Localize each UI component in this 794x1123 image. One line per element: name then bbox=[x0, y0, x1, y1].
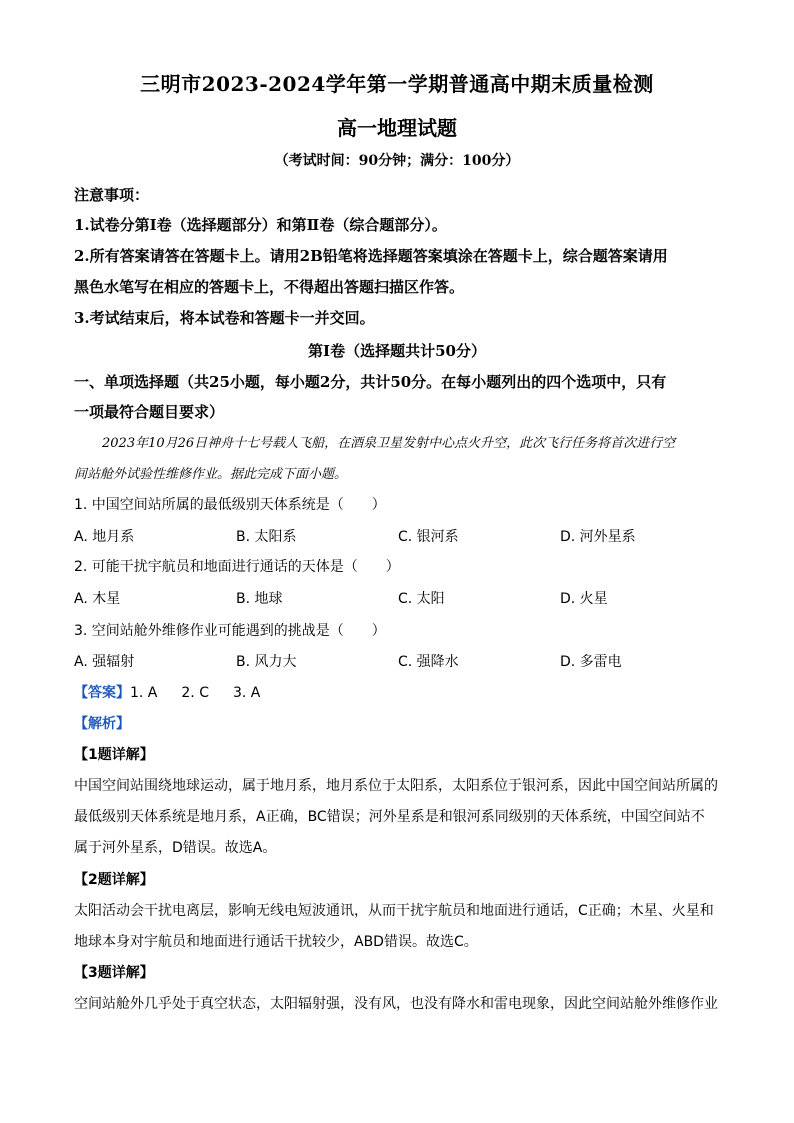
detail-1-line-1: 中国空间站围绕地球运动，属于地月系，地月系位于太阳系，太阳系位于银河系，因此中国空间站所属的 bbox=[74, 778, 718, 794]
passage-line-2: 间站舱外试验性维修作业。据此完成下面小题。 bbox=[74, 467, 348, 482]
detail-3-line-1: 空间站舱外几乎处于真空状态，太阳辐射强，没有风，也没有降水和雷电现象，因此空间站舱外维修作业 bbox=[74, 996, 718, 1012]
question-3-option-c: C. 强降水 bbox=[398, 654, 459, 670]
notes-item-3: 3.考试结束后，将本试卷和答题卡一并交回。 bbox=[74, 309, 375, 327]
notes-item-2a: 2.所有答案请答在答题卡上。请用2B铅笔将选择题答案填涂在答题卡上，综合题答案请用 bbox=[74, 247, 668, 265]
answer-item-2: 2. C bbox=[181, 685, 209, 701]
answer-item-3: 3. A bbox=[232, 685, 261, 701]
answer-tag: 【答案】 bbox=[74, 685, 130, 701]
question-2-option-d: D. 火星 bbox=[560, 591, 608, 607]
question-1-option-b: B. 太阳系 bbox=[236, 529, 297, 545]
question-2-stem: 2. 可能干扰宇航员和地面进行通话的天体是（ ） bbox=[74, 559, 400, 575]
question-2-option-b: B. 地球 bbox=[236, 591, 283, 607]
exam-title: 三明市2023-2024学年第一学期普通高中期末质量检测 bbox=[140, 72, 654, 96]
question-1-stem: 1. 中国空间站所属的最低级别天体系统是（ ） bbox=[74, 497, 386, 513]
question-3-option-a: A. 强辐射 bbox=[74, 654, 135, 670]
question-3-stem: 3. 空间站舱外维修作业可能遇到的挑战是（ ） bbox=[74, 623, 386, 639]
exam-meta: （考试时间：90分钟；满分：100分） bbox=[274, 153, 520, 169]
answer-item-1: 1. A bbox=[130, 685, 158, 701]
detail-3-heading: 【3题详解】 bbox=[74, 965, 154, 981]
question-1-option-c: C. 银河系 bbox=[398, 529, 459, 545]
passage-line-1: 2023年10月26日神舟十七号载人飞船，在酒泉卫星发射中心点火升空，此次飞行任务将首次进行空 bbox=[102, 436, 676, 451]
detail-1-line-2: 最低级别天体系统是地月系，A正确，BC错误；河外星系是和银河系同级别的天体系统，中国空间站不 bbox=[74, 809, 705, 825]
section-heading: 第Ⅰ卷（选择题共计50分） bbox=[308, 342, 486, 360]
question-2-option-c: C. 太阳 bbox=[398, 591, 445, 607]
exam-subtitle: 高一地理试题 bbox=[337, 116, 457, 140]
detail-2-line-1: 太阳活动会干扰电离层，影响无线电短波通讯，从而干扰宇航员和地面进行通话，C正确；木星、火星和 bbox=[74, 903, 714, 919]
notes-item-1: 1.试卷分第Ⅰ卷（选择题部分）和第Ⅱ卷（综合题部分）。 bbox=[74, 216, 447, 234]
notes-heading: 注意事项： bbox=[74, 186, 150, 204]
analysis-tag: 【解析】 bbox=[74, 716, 130, 732]
question-3-option-d: D. 多雷电 bbox=[560, 654, 622, 670]
answer-row bbox=[74, 682, 260, 702]
section-instructions-b: 一项最符合题目要求） bbox=[74, 403, 225, 421]
detail-1-line-3: 属于河外星系，D错误。故选A。 bbox=[74, 840, 277, 856]
detail-2-line-2: 地球本身对宇航员和地面进行通话干扰较少，ABD错误。故选C。 bbox=[74, 934, 478, 950]
question-2-option-a: A. 木星 bbox=[74, 591, 121, 607]
question-1-option-a: A. 地月系 bbox=[74, 529, 135, 545]
detail-1-heading: 【1题详解】 bbox=[74, 747, 154, 763]
section-instructions-a: 一、单项选择题（共25小题，每小题2分，共计50分。在每小题列出的四个选项中，只有 bbox=[74, 373, 667, 391]
notes-item-2b: 黑色水笔写在相应的答题卡上，不得超出答题扫描区作答。 bbox=[74, 278, 465, 296]
detail-2-heading: 【2题详解】 bbox=[74, 872, 154, 888]
question-3-option-b: B. 风力大 bbox=[236, 654, 297, 670]
question-1-option-d: D. 河外星系 bbox=[560, 529, 636, 545]
